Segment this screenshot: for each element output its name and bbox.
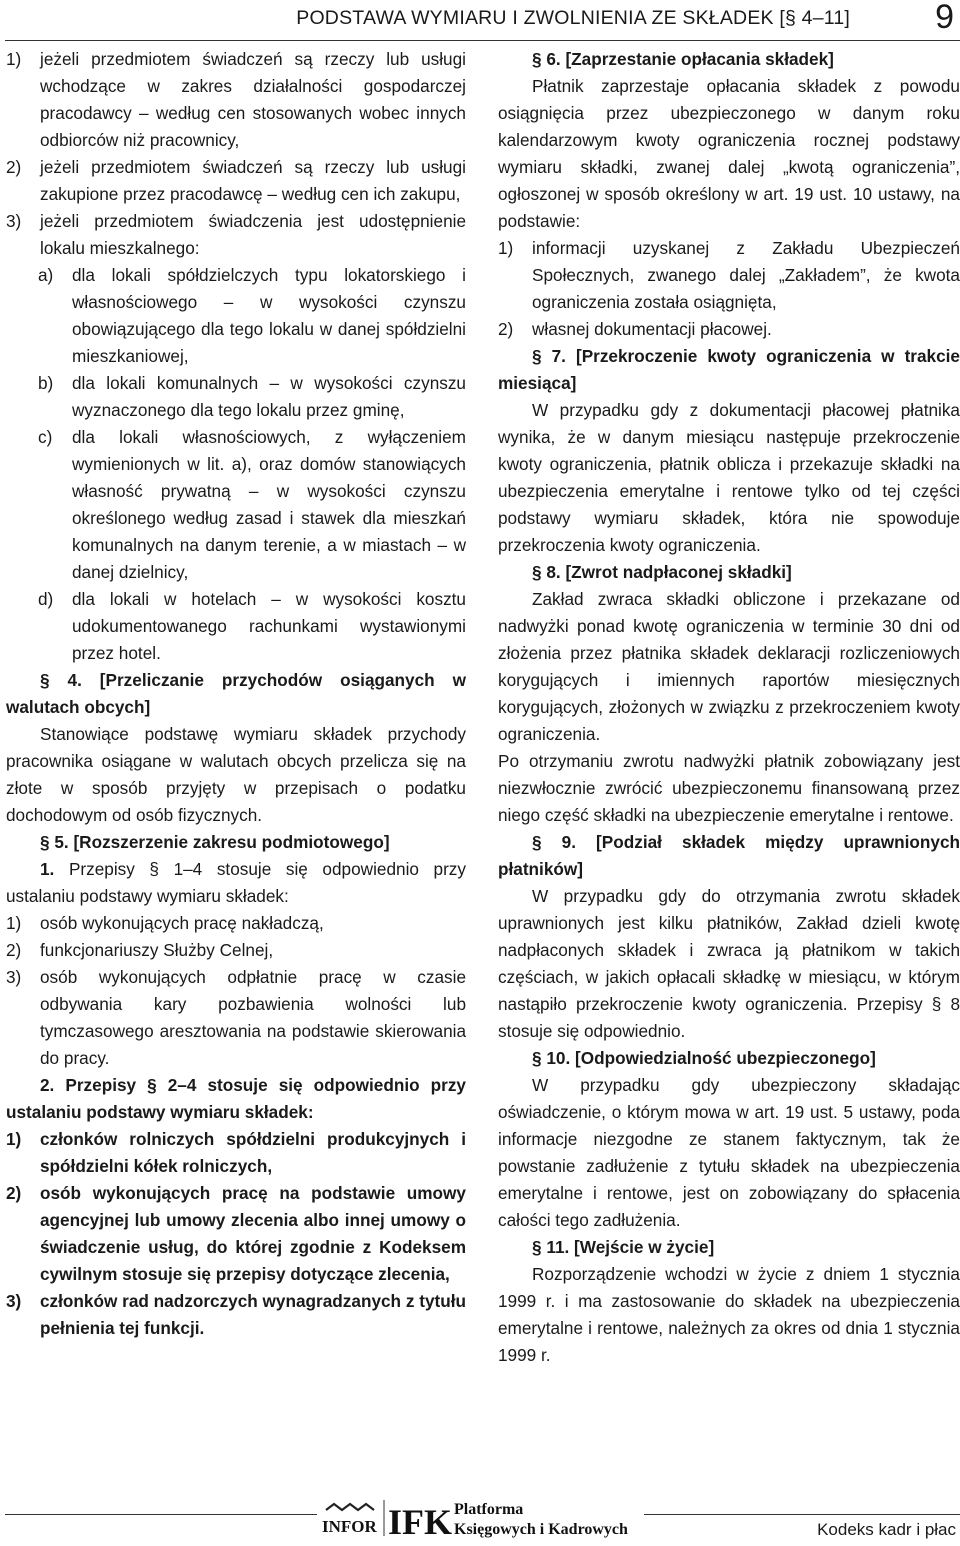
- sub-item-text: dla lokali komunalnych – w wysokości czynszu wyznaczonego dla tego lokalu przez gminę,: [72, 373, 466, 420]
- item-number: 2): [6, 157, 22, 177]
- footer-rule-left: [5, 1514, 317, 1515]
- section-5-paragraph-2: 2. Przepisy § 2–4 stosuje się odpowiednio przy ustalaniu podstawy wymiaru składek:: [6, 1075, 466, 1122]
- list-item: [6, 910, 466, 937]
- page-header: [0, 0, 960, 42]
- item-number: 1): [6, 1129, 22, 1149]
- page-footer: [0, 1490, 960, 1546]
- list-item: [6, 154, 466, 208]
- list-item: [6, 1180, 466, 1288]
- logo-infor-text: INFOR: [322, 1517, 377, 1536]
- publisher-logo: [320, 1496, 640, 1540]
- section-8-text-1: Zakład zwraca składki obliczone i przekazane od nadwyżki ponad kwotę ograniczenia w terminie 30 dni od złożenia przez płatnika składek deklaracji rozliczeniowych korygujących i imiennych raportów miesięcznych korygujących, złożonych w związku z przekroczeniem kwoty ograniczenia.: [498, 589, 960, 744]
- item-text: członków rad nadzorczych wynagradzanych z tytułu pełnienia tej funkcji.: [40, 1291, 466, 1338]
- section-heading-11: § 11. [Wejście w życie]: [532, 1237, 715, 1257]
- sub-item-text: dla lokali spółdzielczych typu lokatorskiego i własnościowego – w wysokości czynszu obowiązującego dla tego lokalu w danej spółdzielni mieszkaniowej,: [72, 265, 466, 366]
- item-number: 2): [6, 1183, 22, 1203]
- section-7-text: W przypadku gdy z dokumentacji płacowej płatnika wynika, że w danym miesiącu następuje przekroczenie kwoty ograniczenia, płatnik oblicza i przekazuje składki na ubezpieczenia emerytalne i rentowe tylko od tej części podstawy wymiaru składek, która nie spowoduje przekroczenia kwoty ograniczenia.: [498, 400, 960, 555]
- item-number: 2): [6, 940, 22, 960]
- section-heading-5: § 5. [Rozszerzenie zakresu podmiotowego]: [40, 832, 390, 852]
- running-header-title: PODSTAWA WYMIARU I ZWOLNIENIA ZE SKŁADEK [§ 4–11]: [296, 7, 850, 29]
- item-text: członków rolniczych spółdzielni produkcyjnych i spółdzielni kółek rolniczych,: [40, 1129, 466, 1176]
- item-text: własnej dokumentacji płacowej.: [532, 319, 772, 339]
- list-item: [6, 1126, 466, 1180]
- paragraph-text: Przepisy § 1–4 stosuje się odpowiednio przy ustalaniu podstawy wymiaru składek:: [6, 859, 466, 906]
- item-text: osób wykonujących odpłatnie pracę w czasie odbywania kary pozbawienia wolności lub tymczasowego aresztowania na podstawie skierowania do pracy.: [40, 967, 466, 1068]
- list-item: [6, 1288, 466, 1342]
- right-column: [498, 46, 960, 1369]
- publication-name: Kodeks kadr i płac: [817, 1520, 956, 1539]
- list-item: [6, 937, 466, 964]
- section-heading-7: § 7. [Przekroczenie kwoty ograniczenia w trakcie miesiąca]: [498, 346, 960, 393]
- sub-item: [6, 370, 466, 424]
- section-heading-6: § 6. [Zaprzestanie opłacania składek]: [532, 49, 834, 69]
- sub-item: [6, 262, 466, 370]
- list-item: [498, 235, 960, 316]
- item-text: informacji uzyskanej z Zakładu Ubezpieczeń Społecznych, zwanego dalej „Zakładem”, że kwota ograniczenia została osiągnięta,: [532, 238, 960, 312]
- item-number: 1): [498, 238, 514, 258]
- section-heading-8: § 8. [Zwrot nadpłaconej składki]: [532, 562, 792, 582]
- section-11-text: Rozporządzenie wchodzi w życie z dniem 1 stycznia 1999 r. i ma zastosowanie do składek na ubezpieczenia emerytalne i rentowe, należnych za okres od dnia 1 stycznia 1999 r.: [498, 1264, 960, 1365]
- item-number: 1): [6, 49, 22, 69]
- footer-rule-right: [644, 1514, 960, 1515]
- item-number: 1): [6, 913, 22, 933]
- sub-item-text: dla lokali własnościowych, z wyłączeniem wymienionych w lit. a), oraz domów stanowiących własność prywatną – w wysokości czynszu określonego według zasad i stawek dla mieszkań komunalnych na danym terenie, a w miastach – w danej dzielnicy,: [72, 427, 466, 582]
- item-text: jeżeli przedmiotem świadczeń są rzeczy lub usługi wchodzące w zakres działalności gospodarczej pracodawcy – według cen stosowanych wobec innych odbiorców niż pracownicy,: [40, 49, 466, 150]
- logo-platforma-text: Platforma: [454, 1501, 524, 1518]
- section-heading-9: § 9. [Podział składek między uprawnionych płatników]: [498, 832, 960, 879]
- item-number: 2): [498, 319, 514, 339]
- sub-item-text: dla lokali w hotelach – w wysokości kosztu udokumentowanego rachunkami wystawionymi przez hotel.: [72, 589, 466, 663]
- list-item: [498, 316, 960, 343]
- logo-ifk-text: IFK: [388, 1502, 453, 1540]
- section-5-paragraph-1: [6, 856, 466, 910]
- sub-item: [6, 424, 466, 586]
- list-item: [6, 964, 466, 1072]
- item-text: osób wykonujących pracę na podstawie umowy agencyjnej lub umowy zlecenia albo innej umowy o świadczenie usług, do której zgodnie z Kodeksem cywilnym stosuje się przepisy dotyczące zlecenia,: [40, 1183, 466, 1284]
- section-heading-4: § 4. [Przeliczanie przychodów osiąganych w walutach obcych]: [6, 670, 466, 717]
- list-item: [6, 46, 466, 154]
- sub-item-letter: c): [38, 427, 53, 447]
- section-heading-10: § 10. [Odpowiedzialność ubezpieczonego]: [532, 1048, 876, 1068]
- item-text: funkcjonariuszy Służby Celnej,: [40, 940, 274, 960]
- paragraph-number: 1.: [40, 859, 55, 879]
- list-item: [6, 208, 466, 262]
- logo-ksiegowych-text: Księgowych i Kadrowych: [454, 1521, 628, 1538]
- item-number: 3): [6, 967, 22, 987]
- infor-wing-icon: [326, 1504, 374, 1510]
- section-10-text: W przypadku gdy ubezpieczony składając oświadczenie, o którym mowa w art. 19 ust. 5 ustawy, poda informacje niezgodne ze stanem faktycznym, tak że powstanie zadłużenie z tytułu składek na ubezpieczenia emerytalne i rentowe, jest on zobowiązany do spłacenia całości tego zadłużenia.: [498, 1075, 960, 1230]
- sub-item-letter: a): [38, 265, 54, 285]
- sub-item: [6, 586, 466, 667]
- item-text: jeżeli przedmiotem świadczenia jest udostępnienie lokalu mieszkalnego:: [40, 211, 466, 258]
- section-4-text: Stanowiące podstawę wymiaru składek przychody pracownika osiągane w walutach obcych przelicza się na złote w sposób przyjęty w przepisach o podatku dochodowym od osób fizycznych.: [6, 724, 466, 825]
- item-number: 3): [6, 1291, 22, 1311]
- section-6-text: Płatnik zaprzestaje opłacania składek z powodu osiągnięcia przez ubezpieczonego w danym roku kalendarzowym kwoty ograniczenia rocznej podstawy wymiaru składki, zwanej dalej „kwotą ograniczenia”, ogłoszonej w sposób określony w art. 19 ust. 10 ustawy, na podstawie:: [498, 76, 960, 231]
- item-number: 3): [6, 211, 22, 231]
- sub-item-letter: d): [38, 589, 54, 609]
- item-text: osób wykonujących pracę nakładczą,: [40, 913, 324, 933]
- left-column: [6, 46, 466, 1342]
- sub-item-letter: b): [38, 373, 54, 393]
- page-number: 9: [935, 0, 954, 36]
- header-rule: [5, 40, 960, 41]
- section-9-text: W przypadku gdy do otrzymania zwrotu składek uprawnionych jest kilku płatników, Zakład dzieli kwotę nadpłaconych składek i zwraca ją płatnikom w takich częściach, w jakich opłacali składkę w miesiącu, w którym nastąpiło przekroczenie kwoty ograniczenia. Przepisy § 8 stosuje się odpowiednio.: [498, 886, 960, 1041]
- item-text: jeżeli przedmiotem świadczeń są rzeczy lub usługi zakupione przez pracodawcę – według cen ich zakupu,: [40, 157, 466, 204]
- section-8-text-2: Po otrzymaniu zwrotu nadwyżki płatnik zobowiązany jest niezwłocznie zwrócić ubezpieczonemu finansowaną przez niego część składki na ubezpieczenie emerytalne i rentowe.: [498, 751, 960, 825]
